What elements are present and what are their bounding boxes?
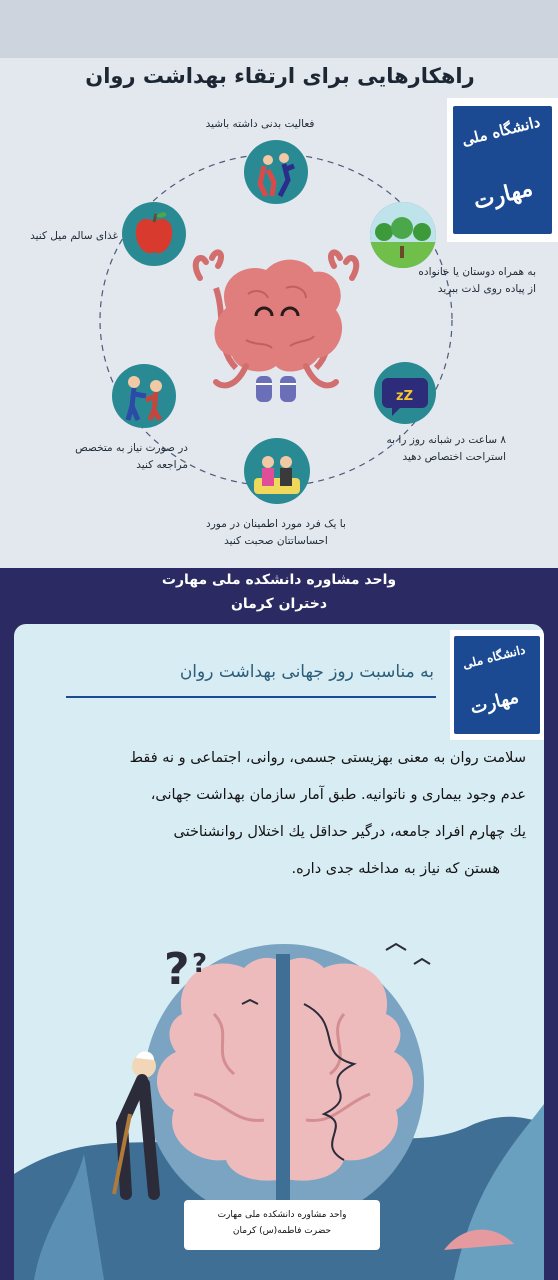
- body-line: یك چهارم افراد جامعه، درگیر حداقل یك اختلال روانشناختی: [173, 824, 526, 840]
- tip-line: استراحت اختصاص دهید: [402, 451, 506, 463]
- tip-line: ۸ ساعت در شبانه روز را به: [386, 434, 506, 446]
- tip-specialist-text: [8, 440, 188, 474]
- logo-text-bottom: مهارت: [470, 175, 536, 215]
- tip-line: به همراه دوستان یا خانواده: [418, 266, 536, 278]
- friends-talking-icon: [244, 438, 310, 504]
- exercise-icon: [244, 140, 308, 204]
- mental-health-definition: [32, 740, 526, 888]
- poster-subtitle: به مناسبت روز جهانی بهداشت روان: [179, 662, 434, 682]
- top-poster: [0, 0, 558, 568]
- park-icon: [370, 202, 436, 268]
- stamp-line-2: حضرت فاطمه(س) کرمان: [232, 1226, 332, 1236]
- tip-exercise-text: [160, 116, 360, 133]
- tip-food-text: [6, 228, 118, 245]
- tip-line: غذای سالم میل کنید: [30, 230, 118, 242]
- counseling-stamp: [184, 1200, 380, 1250]
- counseling-banner: [0, 568, 558, 624]
- subtitle-underline: [66, 696, 436, 698]
- logo-text-bottom: مهارت: [468, 686, 521, 719]
- tip-park-text: [330, 264, 536, 298]
- body-line: عدم وجود بیماری و ناتوانیه. طبق آمار سازمان بهداشت جهانی،: [150, 787, 526, 803]
- tip-talk-text: [146, 516, 406, 550]
- apple-icon: [122, 202, 186, 266]
- sleep-icon: [374, 362, 436, 424]
- tip-line: در صورت نیاز به متخصص: [75, 442, 188, 454]
- svg-text:?: ?: [164, 944, 190, 995]
- banner-line-2: دختران کرمان: [230, 596, 328, 612]
- tip-line: از پیاده روی لذت ببرید: [437, 283, 536, 295]
- tip-line: احساساتتان صحبت کنید: [224, 535, 328, 547]
- poster-title: راهکارهایی برای ارتقاء بهداشت روان: [85, 64, 475, 88]
- banner-line-1: واحد مشاوره دانشکده ملی مهارت: [161, 572, 397, 588]
- bottom-poster-card: [14, 624, 544, 1280]
- tip-line: فعالیت بدنی داشته باشید: [205, 118, 315, 130]
- specialist-icon: [112, 364, 176, 428]
- logo-text-top: دانشگاه ملی: [461, 642, 527, 672]
- logo-text-top: دانشگاه ملی: [460, 112, 542, 150]
- body-line: هستن که نیاز به مداخله جدی داره.: [291, 861, 500, 877]
- stamp-line-1: واحد مشاوره دانشکده ملی مهارت: [217, 1210, 347, 1220]
- svg-text:?: ?: [192, 949, 208, 979]
- tip-sleep-text: [330, 432, 506, 466]
- body-line: سلامت روان به معنی بهزیستی جسمی، روانی، اجتماعی و نه فقط: [129, 750, 526, 766]
- university-logo-small: [450, 630, 544, 740]
- svg-text:zZ: zZ: [396, 389, 413, 404]
- tip-line: مراجعه کنید: [136, 459, 188, 471]
- tip-line: با یک فرد مورد اطمینان در مورد: [206, 518, 346, 530]
